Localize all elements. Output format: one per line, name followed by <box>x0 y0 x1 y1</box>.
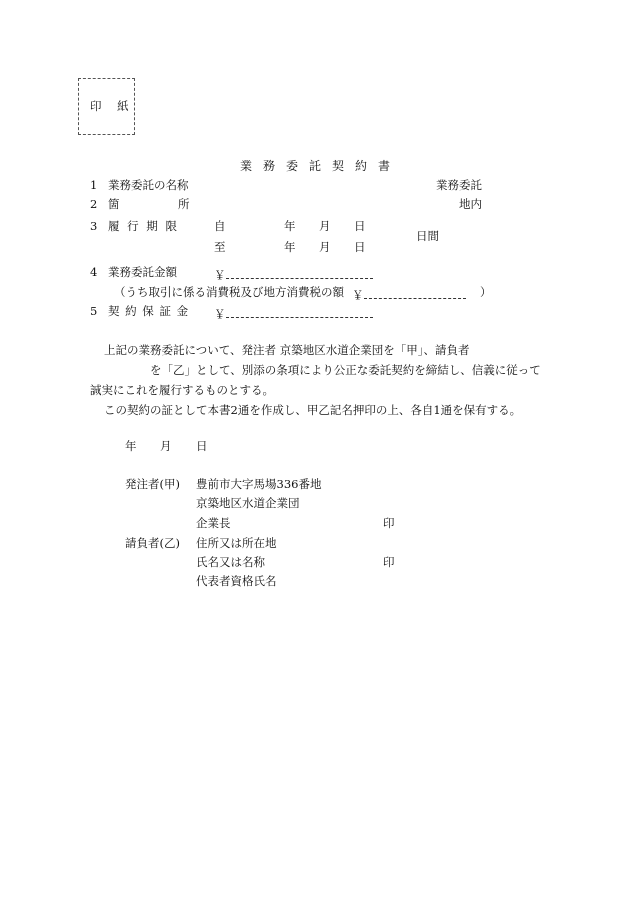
item3-to-year: 年 <box>284 240 296 254</box>
item2-label-b: 所 <box>178 197 190 211</box>
item4-tax-close: ） <box>480 285 492 299</box>
item4-tax-field[interactable] <box>352 286 466 302</box>
contractor-name: 氏名又は名称 <box>196 555 265 569</box>
date-day: 日 <box>196 439 208 453</box>
revenue-stamp-box <box>78 78 135 135</box>
item3-label: 履 行 期 限 <box>108 219 179 233</box>
item5-label: 契 約 保 証 金 <box>108 304 190 318</box>
item4-number: 4 <box>90 265 98 279</box>
orderer-title: 企業長 <box>196 516 231 530</box>
body-line-3: 誠実にこれを履行するものとする。 <box>90 383 274 397</box>
body-line-4: この契約の証として本書2通を作成し、甲乙記名押印の上、各自1通を保有する。 <box>104 403 522 417</box>
item3-from: 自 <box>214 219 226 233</box>
orderer-address: 豊前市大字馬場336番地 <box>196 477 322 491</box>
orderer-label: 発注者(甲) <box>125 477 180 491</box>
body-line-2: を「乙」として、別添の条項により公正な委託契約を締結し、信義に従って <box>150 363 541 377</box>
orderer-seal: 印 <box>383 516 395 530</box>
item4-tax-blank <box>364 286 466 299</box>
stamp-label: 印 紙 <box>90 99 135 113</box>
item3-from-day: 日 <box>354 219 366 233</box>
contractor-rep: 代表者資格氏名 <box>196 574 277 588</box>
document-title: 業務委託契約書 <box>240 159 402 173</box>
item3-from-year: 年 <box>284 219 296 233</box>
item2-label-a: 箇 <box>108 197 120 211</box>
item3-from-month: 月 <box>319 219 331 233</box>
item3-span: 日間 <box>416 229 439 243</box>
item1-label: 業務委託の名称 <box>108 178 189 192</box>
item5-yen: ￥ <box>214 307 226 321</box>
date-year: 年 <box>125 439 137 453</box>
item4-blank <box>226 266 373 279</box>
item1-suffix: 業務委託 <box>436 178 482 192</box>
item4-amount-field[interactable] <box>214 266 373 282</box>
item3-number: 3 <box>90 219 98 233</box>
item3-to: 至 <box>214 240 226 254</box>
item4-label: 業務委託金額 <box>108 265 177 279</box>
item3-to-month: 月 <box>319 240 331 254</box>
item2-number: 2 <box>90 197 98 211</box>
item4-tax-yen: ￥ <box>352 288 364 302</box>
item5-amount-field[interactable] <box>214 305 373 321</box>
item2-suffix: 地内 <box>459 197 482 211</box>
item1-number: 1 <box>90 178 98 192</box>
contractor-label: 請負者(乙) <box>125 536 180 550</box>
item5-number: 5 <box>90 304 98 318</box>
contractor-seal: 印 <box>383 555 395 569</box>
item3-to-day: 日 <box>354 240 366 254</box>
item4-yen: ￥ <box>214 268 226 282</box>
item5-blank <box>226 305 373 318</box>
body-line-1: 上記の業務委託について、発注者 京築地区水道企業団を「甲」、請負者 <box>104 343 470 357</box>
contractor-address: 住所又は所在地 <box>196 536 277 550</box>
date-month: 月 <box>160 439 172 453</box>
item4-tax-note: （うち取引に係る消費税及び地方消費税の額 <box>114 285 344 299</box>
orderer-org: 京築地区水道企業団 <box>196 496 300 510</box>
